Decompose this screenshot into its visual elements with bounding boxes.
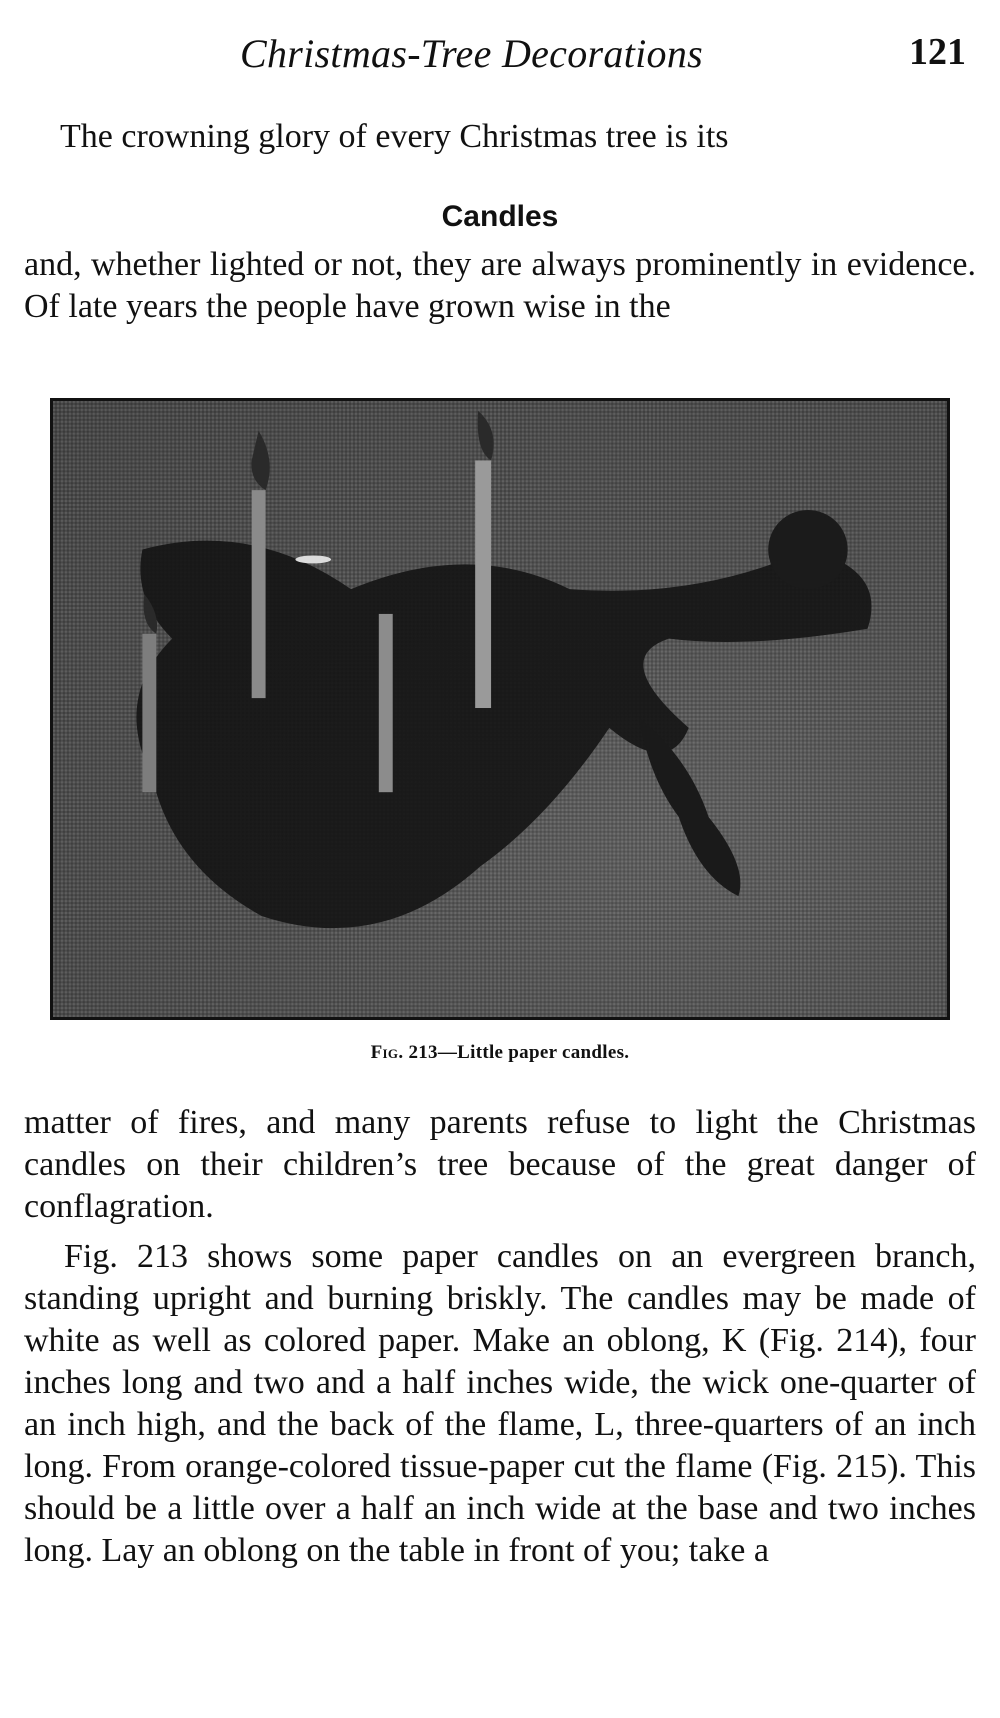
candle-far-left xyxy=(142,634,156,792)
pine-tuft xyxy=(768,510,847,589)
light-glint xyxy=(295,555,331,563)
figure-caption xyxy=(0,1042,1000,1064)
running-head xyxy=(0,30,1000,80)
page-number: 121 xyxy=(909,31,966,73)
running-head-title: Christmas-Tree Decorations xyxy=(240,31,703,76)
paragraph-3: Fig. 213 shows some paper candles on an evergreen branch, standing upright and burning briskly. The candles may be made of white as well as colored paper. Make an oblong, K (Fig. 214), four inches long and two and a half inches wide, the wick one-quarter of an inch high, and the back of the flame, L, three-quarters of an inch long. From orange-colored tissue-paper cut the flame (Fig. 215). This should be a little over a half an inch wide at the base and two inches long. Lay an oblong on the table in front of you; take a xyxy=(24,1238,976,1569)
candles-illustration xyxy=(53,401,947,1017)
intro-line: The crowning glory of every Christmas tree is its xyxy=(60,118,729,155)
candle-right xyxy=(475,460,491,708)
paragraph-1: and, whether lighted or not, they are always prominently in evidence. Of late years the people have grown wise in the xyxy=(24,246,976,325)
caption-label: Fig. xyxy=(370,1042,404,1063)
section-heading: Candles xyxy=(441,200,559,233)
candle-left xyxy=(252,490,266,698)
paragraph-2: matter of fires, and many parents refuse to light the Christmas candles on their children’s tree because of the great danger of conflagration. xyxy=(24,1104,976,1225)
caption-text: 213—Little paper candles. xyxy=(408,1042,630,1063)
figure-photo xyxy=(50,398,950,1020)
candle-center xyxy=(379,614,393,792)
